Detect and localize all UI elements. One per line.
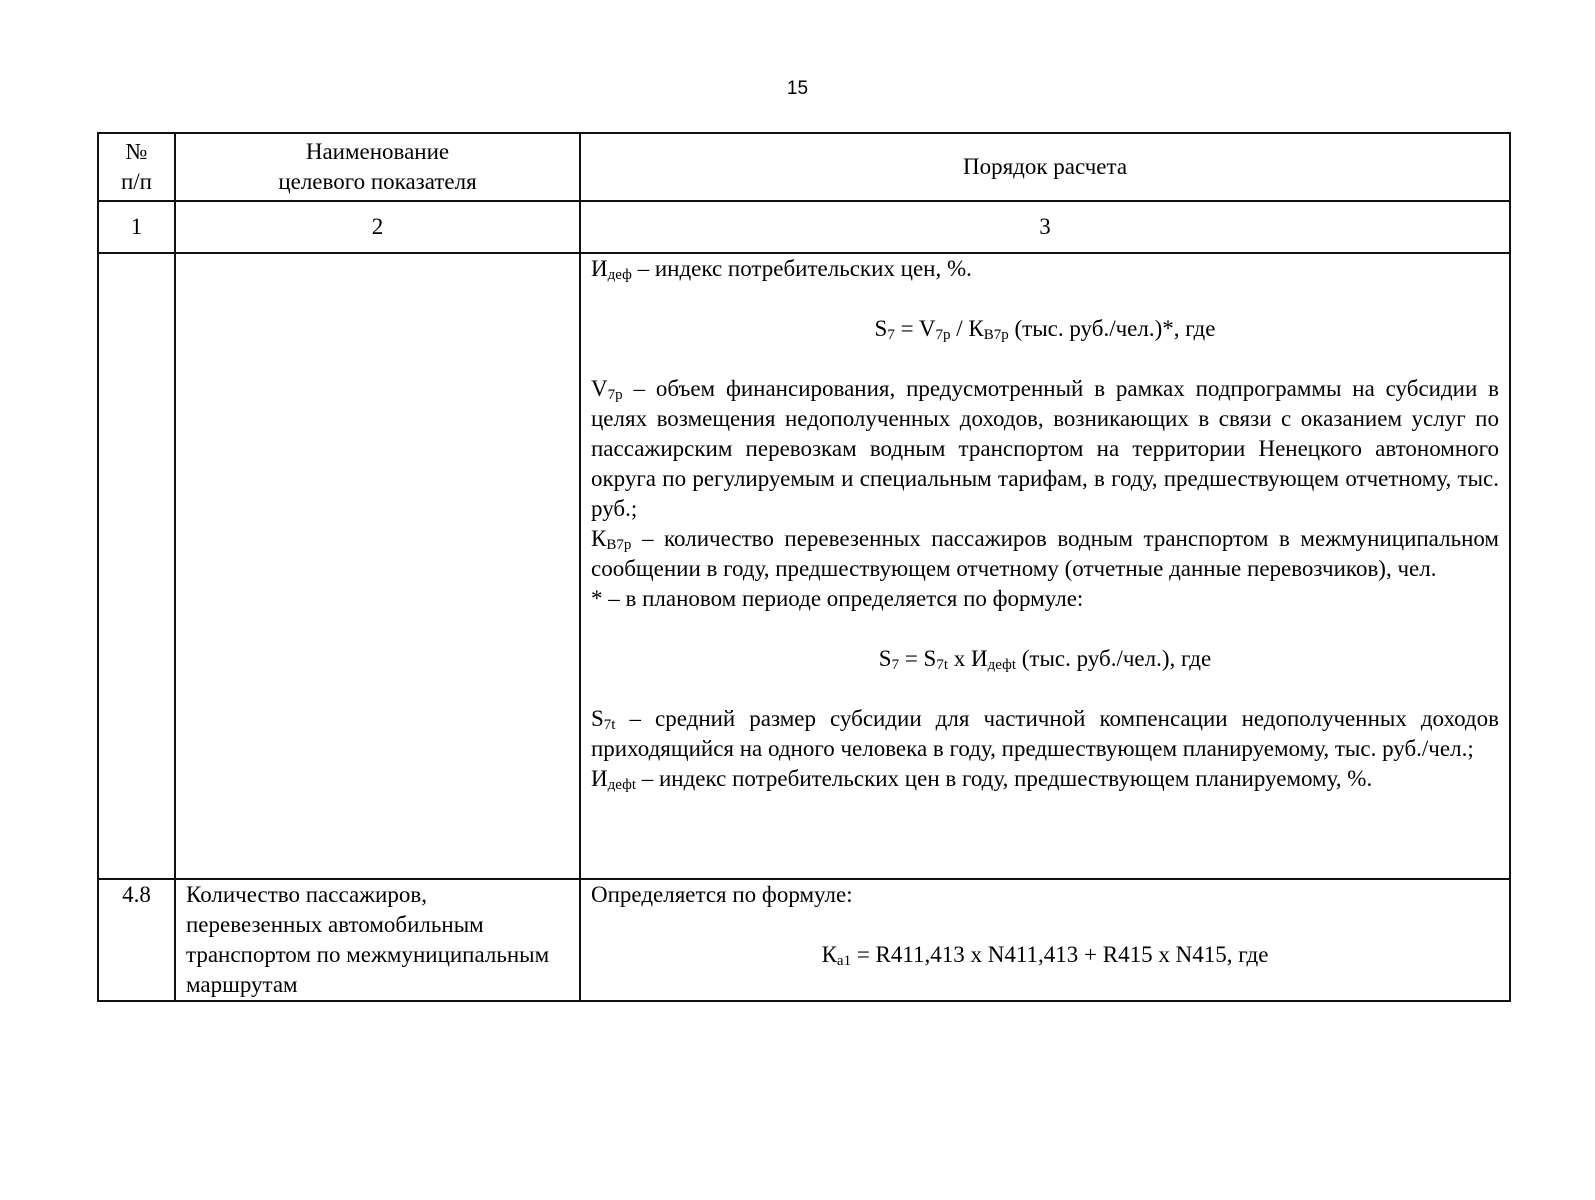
header-name-cell — [175, 133, 580, 201]
formula-s7-planned: $S_7 = S_{7t}$ х $И_{дефt}$ (тыс. руб./чел.), где — [878, 646, 1212, 673]
s7t-definition: $S_{7t}$ – средний размер субсидии для частичной компенсации недополученных доходов приходящийся на одного человека в году, предшествующем планируемому, тыс. руб./чел.; — [591, 706, 1499, 761]
row-name-cell: Количество пассажиров, перевезенных автомобильным транспортом по межмуниципальным маршрутам — [175, 879, 580, 1001]
header-name-line1: Наименование — [305, 139, 450, 164]
column-number-1: 1 — [98, 201, 175, 253]
planning-period-note: * – в плановом периоде определяется по формуле: — [591, 586, 1084, 611]
column-number-2: 2 — [175, 201, 580, 253]
kv7p-definition: $К_{В7р}$ – количество перевезенных пассажиров водным транспортом в межмуниципальном сообщении в году, предшествующем отчетному (отчетные данные перевозчиков), чел. — [591, 526, 1499, 581]
row-number-cell: 4.8 — [98, 879, 175, 1001]
page-number: 15 — [786, 78, 809, 99]
formula-intro: Определяется по формуле: — [591, 882, 853, 907]
header-number-line1: № — [125, 139, 148, 164]
column-number-3: 3 — [580, 201, 1510, 253]
header-number-cell — [98, 133, 175, 201]
row-name-cell-empty — [175, 253, 580, 879]
header-number-line2: п/п — [120, 169, 152, 194]
column-numbering-row — [98, 201, 1510, 253]
header-name-line2: целевого показателя — [278, 169, 477, 194]
v7p-definition: $V_{7р}$ – объем финансирования, предусмотренный в рамках подпрограммы на субсидии в целях возмещения недополученных доходов, возникающих в связи с оказанием услуг по пассажирским перевозкам водным транспортом на территории Ненецкого автономного округа по регулируемым и специальным тарифам, в году, предшествующем отчетному, тыс. руб.; — [591, 376, 1499, 521]
header-calculation-cell: Порядок расчета — [580, 133, 1510, 201]
table-row — [98, 253, 1510, 879]
table-row — [98, 879, 1510, 1001]
formula-s7: $S_7 = V_{7р} / К_{В7р}$ (тыс. руб./чел.)*, где — [874, 316, 1216, 343]
table-header-row — [98, 133, 1510, 201]
indicator-table — [97, 132, 1511, 1002]
formula-ka1: $К_{а1} = R411,413$ х N411,413 + R415 х N415, где — [821, 942, 1269, 969]
row-calculation-cell — [580, 879, 1510, 1001]
row-calculation-cell — [580, 253, 1510, 879]
cpi-planned-definition: $И_{дефt}$ – индекс потребительских цен в году, предшествующем планируемому, %. — [591, 766, 1373, 793]
cpi-definition: $И_{деф}$ – индекс потребительских цен, %. — [591, 256, 972, 283]
row-number-cell-empty — [98, 253, 175, 879]
